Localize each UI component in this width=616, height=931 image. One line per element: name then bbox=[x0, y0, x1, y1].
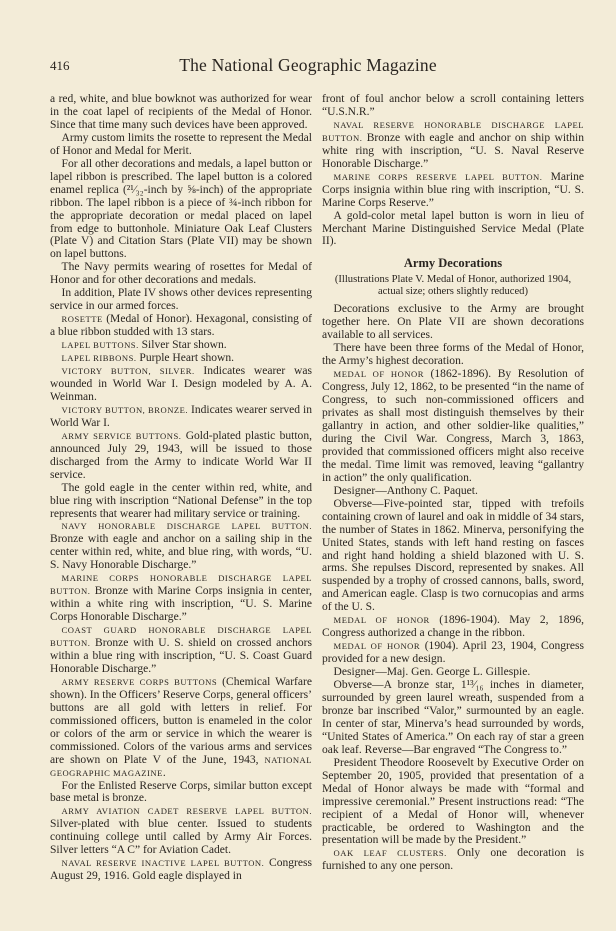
paragraph bbox=[50, 93, 312, 132]
entry-term: MARINE CORPS RESERVE LAPEL BUTTON. bbox=[333, 171, 543, 182]
paragraph-text: Bronze with eagle and anchor on a sailing ship in the center within red, white, and blue ring, with words, “U. S. Navy Honorable Discharge.” bbox=[50, 533, 312, 572]
paragraph-text: Decorations exclusive to the Army are brought together here. On Plate VII are shown decorations available to all services. bbox=[322, 303, 584, 342]
left-column bbox=[50, 93, 312, 883]
running-title: The National Geographic Magazine bbox=[179, 55, 437, 75]
entry-term: NAVAL RESERVE HONORABLE DISCHARGE LAPEL BUTTON. bbox=[322, 119, 584, 143]
paragraph bbox=[322, 757, 584, 848]
paragraph bbox=[322, 171, 584, 210]
paragraph-text: For all other decorations and medals, a lapel button or lapel ribbon is prescribed. The lapel button is a colored enamel replica (²¹⁄₃₂-inch by ⅝-inch) of the appropriate ribbon. The lapel ribbon is a piece of ¾-inch ribbon for the appropriate decoration or medal placed on lapel from edge to buttonhole. Miniature Oak Leaf Clusters (Plate V) and Citation Stars (Plate VII) may be shown on lapel buttons. bbox=[50, 157, 312, 261]
paragraph-text: President Theodore Roosevelt by Executive Order on September 20, 1905, provided that presentation of a Medal of Honor always be made with “formal and impressive ceremonial.” Present instructions read: “The recipient of a Medal of Honor will, whenever practicable, be ordered to Washington and the presentation will be made by the President.” bbox=[322, 756, 584, 847]
paragraph bbox=[50, 158, 312, 262]
paragraph-text: In addition, Plate IV shows other devices representing service in our armed forces. bbox=[50, 287, 312, 313]
paragraph-text: Bronze with eagle and anchor on ship within white ring with inscription, “U. S. Naval Reserve Honorable Discharge.” bbox=[322, 131, 584, 170]
paragraph bbox=[322, 847, 584, 873]
paragraph-text: Indicates wearer served in World War I. bbox=[50, 403, 312, 429]
paragraph bbox=[50, 482, 312, 521]
paragraph-text: Silver Star shown. bbox=[138, 339, 227, 352]
paragraph-text: . bbox=[162, 766, 166, 779]
paragraph bbox=[322, 614, 584, 640]
page-number: 416 bbox=[50, 58, 70, 73]
entry-term: VICTORY BUTTON, SILVER. bbox=[61, 366, 195, 377]
paragraph-text: Gold-plated plastic button, announced July 29, 1943, will be issued to those discharged from the Army to indicate World War II service. bbox=[50, 429, 312, 481]
paragraph-text: The gold eagle in the center within red, white, and blue ring with inscription “National Defense” in the top represents that wearer had military service or training. bbox=[50, 481, 312, 520]
paragraph bbox=[50, 313, 312, 339]
paragraph bbox=[50, 287, 312, 313]
entry-term: COAST GUARD HONORABLE DISCHARGE LAPEL BUTTON. bbox=[50, 625, 312, 649]
paragraph-text: (Medal of Honor). Hexagonal, consisting of a blue ribbon studded with 13 stars. bbox=[50, 313, 312, 339]
paragraph-text: The Navy permits wearing of rosettes for Medal of Honor and for other decorations and medals. bbox=[50, 261, 312, 287]
right-column-bottom bbox=[322, 303, 584, 873]
paragraph bbox=[50, 132, 312, 158]
entry-term: OAK LEAF CLUSTERS. bbox=[333, 848, 447, 859]
paragraph-text: (1904). April 23, 1904, Congress provided for a new design. bbox=[322, 640, 584, 666]
paragraph bbox=[50, 261, 312, 287]
paragraph bbox=[50, 780, 312, 806]
section-caption: (Illustrations Plate V. Medal of Honor, authorized 1904, actual size; others slightly reduced) bbox=[334, 274, 572, 298]
paragraph-text: There have been three forms of the Medal of Honor, the Army’s highest decoration. bbox=[322, 342, 584, 368]
paragraph bbox=[50, 520, 312, 572]
paragraph bbox=[322, 485, 584, 498]
entry-term: LAPEL BUTTONS. bbox=[61, 340, 139, 351]
entry-term: VICTORY BUTTON, BRONZE. bbox=[61, 404, 189, 415]
entry-term: MEDAL OF HONOR bbox=[333, 641, 421, 652]
entry-term: ROSETTE bbox=[61, 314, 103, 325]
magazine-name: NATIONAL GEOGRAPHIC MAGAZINE bbox=[50, 754, 312, 778]
right-column bbox=[322, 93, 584, 873]
paragraph-text: Purple Heart shown. bbox=[136, 352, 235, 365]
paragraph bbox=[50, 857, 312, 883]
paragraph bbox=[322, 119, 584, 171]
paragraph bbox=[50, 676, 312, 780]
paragraph-text: Obverse—Five-pointed star, tipped with trefoils containing crown of laurel and oak in middle of 34 stars, the number of States in 1862. Minerva, personifying the United States, stands with left hand resting on fasces and right hand holding a shield blazoned with U. S. arms. She repulses Discord, represented by snakes. All suspended by a trophy of crossed cannons, balls, sword, and American eagle. Clasp is two cornucopias and arms of the U. S. bbox=[322, 497, 584, 614]
entry-term: NAVAL RESERVE INACTIVE LAPEL BUTTON. bbox=[61, 858, 265, 869]
paragraph-text: Designer—Anthony C. Paquet. bbox=[333, 484, 478, 497]
paragraph bbox=[50, 805, 312, 857]
paragraph-text: Bronze with U. S. shield on crossed anchors within a blue ring with inscription, “U. S. Coast Guard Honorable Discharge.” bbox=[50, 637, 312, 675]
paragraph-text: a red, white, and blue bowknot was authorized for wear in the coat lapel of recipients of the Medal of Honor. Since that time many such devices have been approved. bbox=[50, 93, 312, 131]
paragraph-text: front of foul anchor below a scroll containing letters “U.S.N.R.” bbox=[322, 93, 584, 118]
paragraph-text: Marine Corps insignia within blue ring with inscription, “U. S. Marine Corps Reserve.” bbox=[322, 170, 584, 209]
paragraph bbox=[322, 679, 584, 757]
paragraph-text: (1896-1904). May 2, 1896, Congress authorized a change in the ribbon. bbox=[322, 614, 584, 640]
entry-term: NAVY HONORABLE DISCHARGE LAPEL BUTTON. bbox=[61, 521, 312, 532]
paragraph-text: Bronze with Marine Corps insignia in center, within a white ring with inscription, “U. S. Marine Corps Honorable Discharge.” bbox=[50, 585, 312, 624]
paragraph bbox=[50, 352, 312, 365]
paragraph bbox=[322, 210, 584, 249]
entry-term: MEDAL OF HONOR bbox=[333, 369, 424, 380]
paragraph bbox=[322, 368, 584, 485]
page-header bbox=[50, 55, 566, 78]
entry-term: MEDAL OF HONOR bbox=[333, 615, 430, 626]
paragraph-text: Only one decoration is furnished to any one person. bbox=[322, 847, 584, 873]
paragraph bbox=[50, 339, 312, 352]
paragraph-text: Congress August 29, 1916. Gold eagle displayed in bbox=[50, 857, 312, 883]
entry-term: ARMY AVIATION CADET RESERVE LAPEL BUTTON. bbox=[61, 806, 312, 817]
entry-term: ARMY SERVICE BUTTONS. bbox=[61, 430, 182, 441]
paragraph bbox=[50, 404, 312, 430]
paragraph-text: Indicates wearer was wounded in World War I. Design modeled by A. A. Weinman. bbox=[50, 365, 312, 403]
paragraph-text: Obverse—A bronze star, 1¹³⁄₁₆ inches in diameter, surrounded by green laurel wreath, suspended from a bronze bar inscribed “Valor,” surmounted by an eagle. In center of star, Minerva’s head surrounded by words, “United States of America.” On each ray of star a green oak leaf. Reverse—Bar engraved “The Congress to.” bbox=[322, 679, 584, 756]
paragraph bbox=[50, 572, 312, 624]
entry-term: ARMY RESERVE CORPS BUTTONS bbox=[61, 676, 218, 687]
entry-term: LAPEL RIBBONS. bbox=[61, 353, 137, 364]
paragraph bbox=[322, 666, 584, 679]
paragraph bbox=[322, 303, 584, 342]
paragraph bbox=[322, 342, 584, 368]
section-heading: Army Decorations bbox=[403, 256, 503, 271]
paragraph-text: (1862-1896). By Resolution of Congress, July 12, 1862, to be presented “in the name of Congress, to such non-commissioned officers and privates as shall most distinguish themselves by their gallantry in action, and other soldier-like qualities,” during the Civil War. Congress, March 3, 1863, provided that commissioned officers might also receive the medal. Time limit was removed, leaving “gallantry in action” the only qualification. bbox=[322, 368, 584, 484]
right-column-top bbox=[322, 93, 584, 248]
paragraph bbox=[50, 430, 312, 482]
paragraph-text: Designer—Maj. Gen. George L. Gillespie. bbox=[333, 666, 531, 679]
paragraph-text: For the Enlisted Reserve Corps, similar button except base metal is bronze. bbox=[50, 779, 312, 805]
paragraph-text: Silver-plated with blue center. Issued to students continuing college until called by Army Air Forces. Silver letters “A C” for Aviation Cadet. bbox=[50, 818, 312, 857]
entry-term: MARINE CORPS HONORABLE DISCHARGE LAPEL BUTTON. bbox=[50, 573, 312, 597]
paragraph bbox=[322, 640, 584, 666]
paragraph bbox=[50, 365, 312, 404]
paragraph-text: (Chemical Warfare shown). In the Officers’ Reserve Corps, general officers’ buttons are all gold with letters in relief. For commissioned officers, button is enameled in the color or colors of the arm or service in which the wearer is commissioned. Colors of the various arms and services are shown on Plate V of the June, 1943, bbox=[50, 675, 312, 766]
paragraph bbox=[50, 624, 312, 676]
paragraph bbox=[322, 498, 584, 615]
paragraph bbox=[322, 93, 584, 119]
paragraph-text: Army custom limits the rosette to represent the Medal of Honor and Medal for Merit. bbox=[50, 131, 312, 157]
paragraph-text: A gold-color metal lapel button is worn in lieu of Merchant Marine Distinguished Service Medal (Plate II). bbox=[322, 209, 584, 248]
